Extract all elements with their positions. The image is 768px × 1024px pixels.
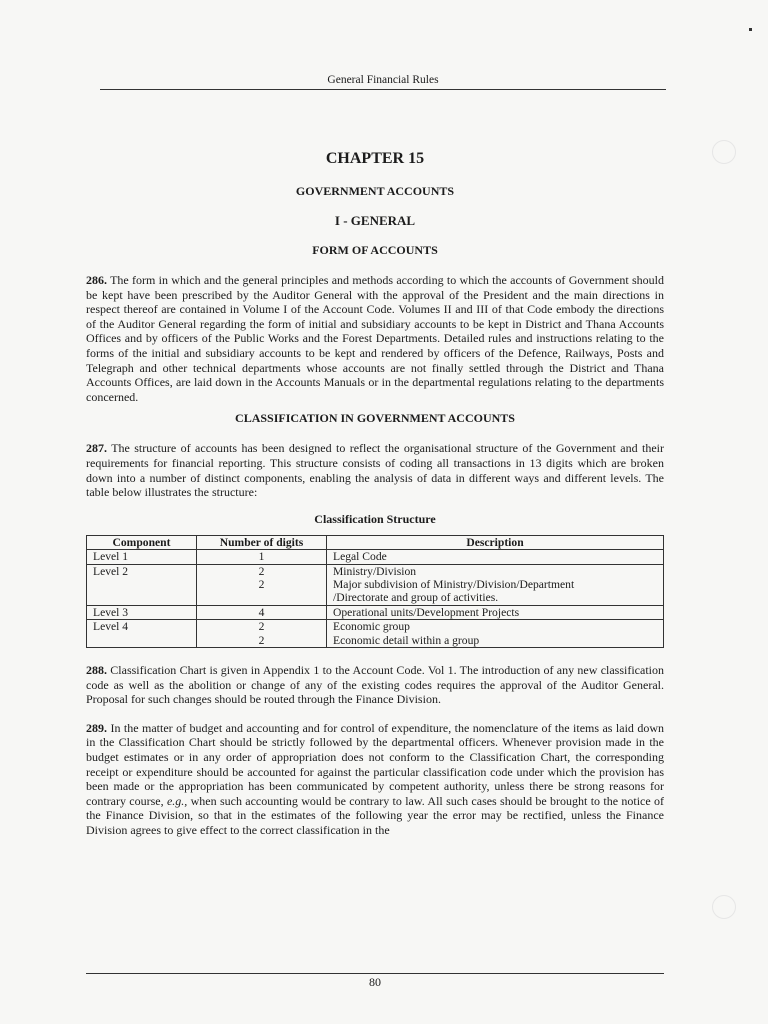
description-cell: [327, 605, 664, 619]
digit-value: 2: [258, 564, 265, 578]
digit-value: 2: [258, 620, 265, 634]
table-header-row: [87, 535, 664, 549]
paragraph-288: [86, 663, 664, 707]
page-number: 80: [369, 975, 381, 989]
running-header: General Financial Rules: [100, 74, 666, 90]
description-line: Operational units/Development Projects: [333, 605, 520, 619]
table-row: [87, 564, 664, 605]
digit-value: 2: [258, 633, 265, 647]
paragraph-text-continued: when such accounting would be contrary to law. All such cases should be brought to the notice of the Finance Division, so that in the estimates of the following year the error may be rectified, unless the Finance Division agrees to give effect to the correct classification in the: [86, 793, 665, 837]
paragraph-287: [86, 441, 664, 499]
digit-value: 1: [258, 550, 265, 564]
component-cell: Level 2: [87, 564, 197, 605]
section-heading-form-of-accounts: FORM OF ACCOUNTS: [312, 243, 438, 257]
emphasis-eg: e.g.,: [166, 793, 188, 808]
scan-speck: [749, 28, 752, 31]
paragraph-289: [86, 721, 664, 838]
classification-table: [86, 535, 664, 648]
section-heading-classification: CLASSIFICATION IN GOVERNMENT ACCOUNTS: [235, 411, 515, 426]
description-line: Ministry/Division: [333, 564, 417, 578]
column-header-description: Description: [327, 535, 664, 549]
digits-cell: [197, 620, 327, 648]
description-line: Major subdivision of Ministry/Division/Department: [333, 577, 575, 591]
column-header-digits: Number of digits: [197, 535, 327, 549]
footer-rule: [86, 973, 664, 974]
component-cell: Level 4: [87, 620, 197, 648]
paragraph-number: 286.: [86, 273, 107, 287]
digit-value: 4: [258, 605, 265, 619]
punch-hole-mark-top: [712, 140, 736, 164]
paragraph-number: 288.: [86, 662, 107, 677]
part-heading: I - GENERAL: [334, 213, 416, 228]
description-line: Economic detail within a group: [333, 633, 480, 647]
chapter-title: CHAPTER 15: [325, 150, 425, 167]
table-row: [87, 550, 664, 564]
description-line: Economic group: [333, 620, 410, 634]
description-cell: [327, 550, 664, 564]
chapter-subtitle: GOVERNMENT ACCOUNTS: [295, 184, 455, 198]
paragraph-text: Classification Chart is given in Appendix 1 to the Account Code. Vol 1. The introduction of any new classification code as well as the abolition or change of any of the existing codes requires the approval of the Auditor General. Proposal for such changes should be routed through the Finance Division.: [86, 662, 665, 707]
component-cell: Level 1: [87, 550, 197, 564]
paragraph-text: The structure of accounts has been designed to reflect the organisational structure of the Government and their requirements for financial reporting. This structure consists of coding all transactions in 13 digits which are broken down into a number of distinct components, enabling the analysis of data in different ways and different levels. The table below illustrates the structure:: [86, 441, 664, 500]
component-cell: Level 3: [87, 605, 197, 619]
paragraph-text: In the matter of budget and accounting and for control of expenditure, the nomenclature of the items as laid down in the Classification Chart should be strictly followed by the departmental officers. Whenever provision made in the budget estimates or in any order of appropriation does not conform to the Classification Chart, the corresponding receipt or expenditure should be accounted for against the particular classification code under which the provision has been made or the appropriation has been communicated by competent authority, unless there be strong reasons for contrary course,: [86, 720, 665, 808]
digits-cell: [197, 605, 327, 619]
digits-cell: [197, 564, 327, 605]
description-cell: [327, 620, 664, 648]
description-line: Legal Code: [333, 550, 387, 564]
digits-cell: [197, 550, 327, 564]
digit-value: 2: [258, 577, 265, 591]
paragraph-286: [86, 273, 664, 404]
page-body: [86, 150, 664, 838]
punch-hole-mark-bottom: [712, 895, 736, 919]
description-cell: [327, 564, 664, 605]
paragraph-text: The form in which and the general principles and methods according to which the accounts of Government should be kept have been prescribed by the Auditor General with the approval of the President and the main directions in respect thereof are contained in Volume I of the Account Code. Volumes II and III of that Code embody the directions of the Auditor General regarding the form of initial and subsidiary accounts to be kept in District and Thana Accounts Offices and by officers of the Public Works and the Forest Departments. Detailed rules and instructions relating to the forms of the initial and subsidiary accounts to be kept and rendered by officers of the Defence, Railways, Posts and Telegraph and other technical departments whose accounts are not finally settled through the District and Thana Accounts Offices, are laid down in the Accounts Manuals or in the departmental regulations relating to the departments concerned.: [86, 273, 664, 404]
description-line: /Directorate and group of activities.: [333, 591, 499, 605]
paragraph-number: 289.: [86, 720, 107, 735]
column-header-component: Component: [87, 535, 197, 549]
table-row: [87, 620, 664, 648]
paragraph-number: 287.: [86, 441, 107, 456]
table-row: [87, 605, 664, 619]
table-caption: Classification Structure: [314, 511, 436, 526]
